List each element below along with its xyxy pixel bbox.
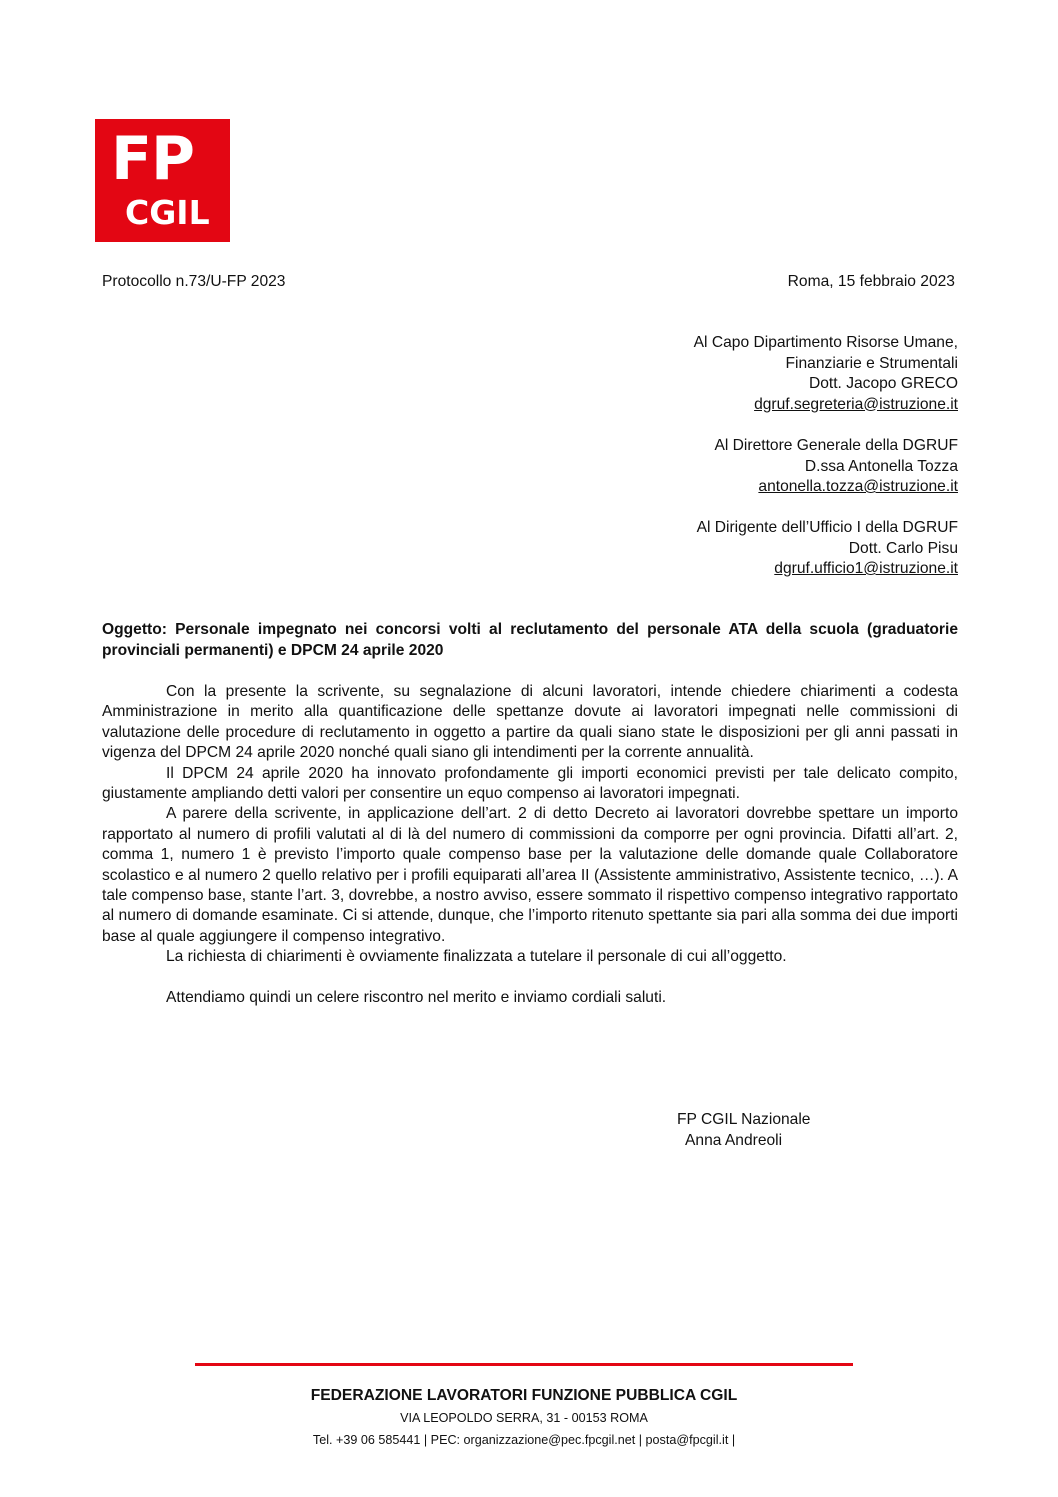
body-paragraph: A parere della scrivente, in applicazione dell’art. 2 di detto Decreto ai lavoratori dovrebbe spettare un importo rapportato al numero di profili valutati al di là del numero di commissioni da comporre per ogni provincia. Difatti all’art. 2, comma 1, numero 1 è previsto l’importo quale compenso base per la valutazione delle domande quale Collaboratore scolastico e al numero 2 quello relativo per i profili equiparati all’area II (Assistente amministrativo, Assistente tecnico, …). A tale compenso base, stante l’art. 3, dovrebbe, a nostro avviso, essere sommato il rispettivo compenso integrativo rapportato al numero di domande esaminate. Ci si attende, dunque, che l’importo ritenuto spettante sia pari alla somma dei due importi base al quale aggiungere il compenso integrativo.	[102, 805, 958, 945]
recipient-line: Al Direttore Generale della DGRUF	[714, 437, 958, 454]
body-paragraph: Il DPCM 24 aprile 2020 ha innovato profondamente gli importi economici previsti per tale delicato compito, giustamente ampliando detti valori per consentire un equo compenso ai lavoratori impegnati.	[102, 764, 958, 803]
body-paragraph: La richiesta di chiarimenti è ovviamente finalizzata a tutelare il personale di cui all’oggetto.	[166, 948, 787, 966]
footer-divider	[195, 1363, 853, 1366]
body-paragraph: Con la presente la scrivente, su segnalazione di alcuni lavoratori, intende chiedere chiarimenti a codesta Amministrazione in merito alla quantificazione delle spettanze dovute ai lavoratori impegnati nelle commissioni di valutazione delle procedure di reclutamento in oggetto a partire da quali siano state le disposizioni per gli anni passati in vigenza del DPCM 24 aprile 2020 nonché quali siano gli intendimenti per la corrente annualità.	[102, 683, 958, 762]
letter-body	[102, 682, 958, 1008]
recipient-line: Al Capo Dipartimento Risorse Umane,	[693, 334, 958, 351]
recipient-line: D.ssa Antonella Tozza	[804, 457, 958, 475]
recipient-block-2	[538, 436, 958, 498]
signature	[677, 1110, 810, 1151]
signature-name: Anna Andreoli	[685, 1131, 783, 1149]
body-paragraph: Attendiamo quindi un celere riscontro nel merito e inviamo cordiali saluti.	[166, 988, 667, 1006]
recipient-line: Al Dirigente dell’Ufficio I della DGRUF	[696, 519, 958, 536]
footer-address: VIA LEOPOLDO SERRA, 31 - 00153 ROMA	[400, 1411, 648, 1425]
logo-line-2: CGIL	[125, 193, 210, 232]
footer-organization: FEDERAZIONE LAVORATORI FUNZIONE PUBBLICA CGIL	[310, 1387, 738, 1404]
footer-contacts: Tel. +39 06 585441 | PEC: organizzazione@pec.fpcgil.net | posta@fpcgil.it |	[312, 1433, 736, 1447]
recipient-line: Dott. Jacopo GRECO	[808, 375, 958, 392]
recipient-block-3	[538, 518, 958, 580]
recipient-line: Finanziarie e Strumentali	[785, 354, 958, 372]
letter-date: Roma, 15 febbraio 2023	[787, 273, 955, 290]
letter-subject: Oggetto: Personale impegnato nei concorsi volti al reclutamento del personale ATA della scuola (graduatorie provinciali permanenti) e DPCM 24 aprile 2020	[102, 621, 958, 659]
recipient-email-link[interactable]: dgruf.ufficio1@istruzione.it	[774, 560, 958, 577]
recipient-block-1	[538, 333, 958, 415]
fp-cgil-logo	[95, 119, 230, 242]
protocol-number: Protocollo n.73/U-FP 2023	[102, 273, 286, 290]
recipient-line: Dott. Carlo Pisu	[848, 539, 958, 557]
recipient-email-link[interactable]: antonella.tozza@istruzione.it	[758, 478, 958, 495]
logo-line-1: FP	[111, 124, 194, 194]
signature-org: FP CGIL Nazionale	[677, 1111, 811, 1128]
recipient-email-link[interactable]: dgruf.segreteria@istruzione.it	[754, 395, 958, 413]
